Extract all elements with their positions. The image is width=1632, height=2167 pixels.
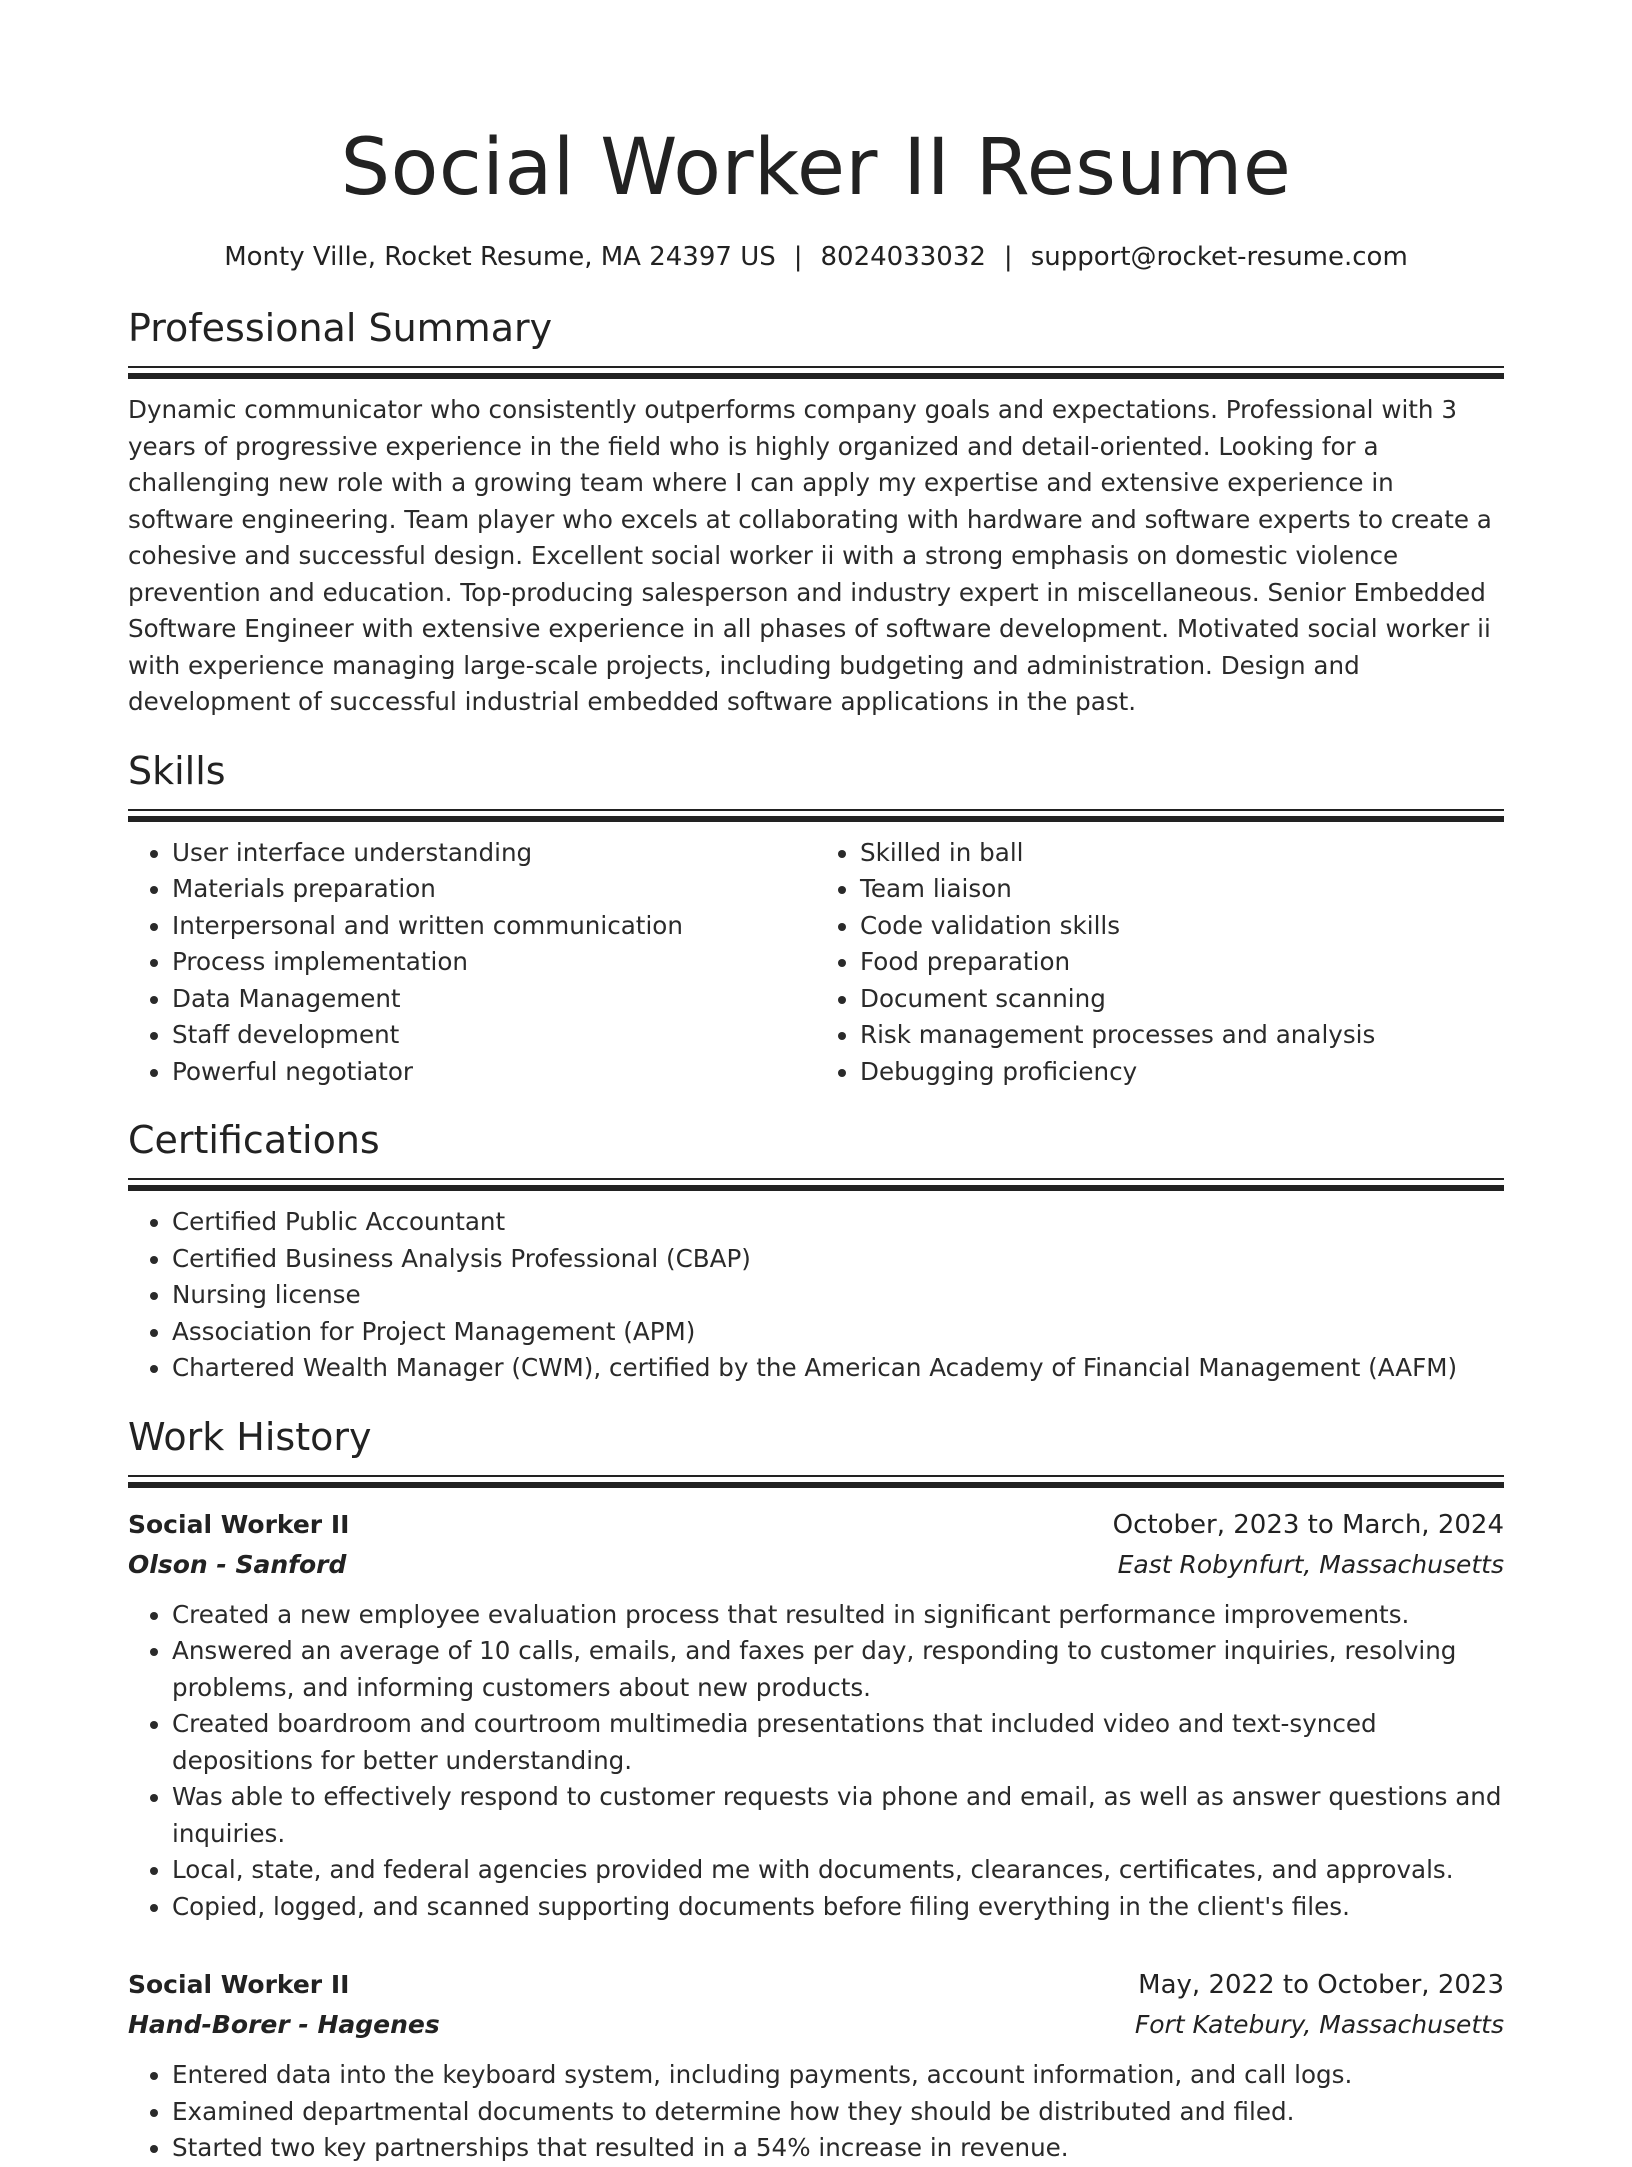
contact-line [128,240,1504,274]
resume-title: Social Worker II Resume [340,123,1292,213]
section-divider [128,1475,1504,1487]
job-bullet: • Created boardroom and courtroom multimedia presentations that included video and text-synced depositions for better understanding. [172,1706,1504,1779]
job-title: Social Worker II [128,1970,350,1999]
skill-item: • Food preparation [860,944,1504,981]
contact-email: support@rocket-resume.com [1030,242,1408,272]
certification-item: • Certified Business Analysis Professional (CBAP) [172,1241,1504,1278]
skills-heading: Skills [128,748,226,793]
job-bullets [128,1597,1504,1926]
certification-item: • Certified Public Accountant [172,1204,1504,1241]
work-section [128,1413,1504,2167]
contact-phone: 8024033032 [820,242,986,272]
job-dates: October, 2023 to March, 2024 [1112,1509,1504,1540]
skills-list-left [128,835,816,1091]
work-heading: Work History [128,1414,372,1459]
job-bullet: • Created a new employee evaluation process that resulted in significant performance improvements. [172,1597,1504,1634]
job-bullet: • Was able to effectively respond to customer requests via phone and email, as well as answer questions and inquiries. [172,1779,1504,1852]
skill-item: • Process implementation [172,944,816,981]
job-company: Hand-Borer - Hagenes [128,2010,440,2039]
job-bullet: • Answered an average of 10 calls, emails, and faxes per day, responding to customer inquiries, resolving problems, and informing customers about new products. [172,1633,1504,1706]
job-bullet: • Local, state, and federal agencies provided me with documents, clearances, certificates, and approvals. [172,1852,1504,1889]
job-header-row [128,1965,1504,2005]
section-divider [128,1178,1504,1190]
job-header-row [128,1505,1504,1545]
job-company: Olson - Sanford [128,1549,347,1579]
job-title: Social Worker II [128,1509,350,1539]
skill-item: • Risk management processes and analysis [860,1017,1504,1054]
job-subheader-row [128,2005,1504,2045]
summary-heading: Professional Summary [128,306,553,350]
job-entry [128,1505,1504,1926]
skill-item: • Document scanning [860,981,1504,1018]
skill-item: • User interface understanding [172,835,816,872]
job-subheader-row [128,1545,1504,1585]
skills-list-right [816,835,1504,1091]
summary-text: Dynamic communicator who consistently outperforms company goals and expectations. Professional with 3 years of progressive experience in the field who is highly organized and detail-oriented. Looking for a challenging new role with a growing team where I can apply my expertise and extensive experience in software engineering. Team player who excels at collaborating with hardware and software experts to create a cohesive and successful design. Excellent social worker ii with a strong emphasis on domestic violence prevention and education. Top-producing salesperson and industry expert in miscellaneous. Senior Embedded Software Engineer with extensive experience in all phases of software development. Motivated social worker ii with experience managing large-scale projects, including budgeting and administration. Design and development of successful industrial embedded software applications in the past. [128,395,1492,716]
skill-item: • Code validation skills [860,908,1504,945]
job-bullet: • Entered data into the keyboard system, including payments, account information, and call logs. [172,2057,1504,2094]
job-entry [128,1965,1504,2167]
job-bullet: • Examined departmental documents to determine how they should be distributed and filed. [172,2094,1504,2131]
job-location: East Robynfurt, Massachusetts [1117,1549,1504,1579]
job-bullet: • Copied, logged, and scanned supporting documents before filing everything in the client's files. [172,1889,1504,1926]
skill-item: • Skilled in ball [860,835,1504,872]
skill-item: • Data Management [172,981,816,1018]
skill-item: • Powerful negotiator [172,1054,816,1091]
skills-grid [128,835,1504,1091]
job-location: Fort Katebury, Massachusetts [1134,2010,1504,2039]
skills-section [128,747,1504,1091]
certification-item: • Nursing license [172,1277,1504,1314]
job-dates: May, 2022 to October, 2023 [1138,1970,1504,2000]
section-divider [128,366,1504,378]
summary-section [128,304,1504,721]
contact-separator: | [1003,242,1013,272]
skill-item: • Interpersonal and written communication [172,908,816,945]
section-divider [128,809,1504,821]
skill-item: • Team liaison [860,871,1504,908]
contact-address: Monty Ville, Rocket Resume, MA 24397 US [224,242,776,272]
skill-item: • Staff development [172,1017,816,1054]
certifications-list [128,1204,1504,1387]
skill-item: • Debugging proficiency [860,1054,1504,1091]
contact-separator: | [793,242,803,272]
job-bullet: • Started two key partnerships that resulted in a 54% increase in revenue. [172,2130,1504,2167]
certifications-section [128,1116,1504,1387]
certifications-heading: Certifications [128,1118,380,1162]
skill-item: • Materials preparation [172,871,816,908]
certification-item: • Chartered Wealth Manager (CWM), certified by the American Academy of Financial Management (AAFM) [172,1350,1504,1387]
certification-item: • Association for Project Management (APM) [172,1314,1504,1351]
